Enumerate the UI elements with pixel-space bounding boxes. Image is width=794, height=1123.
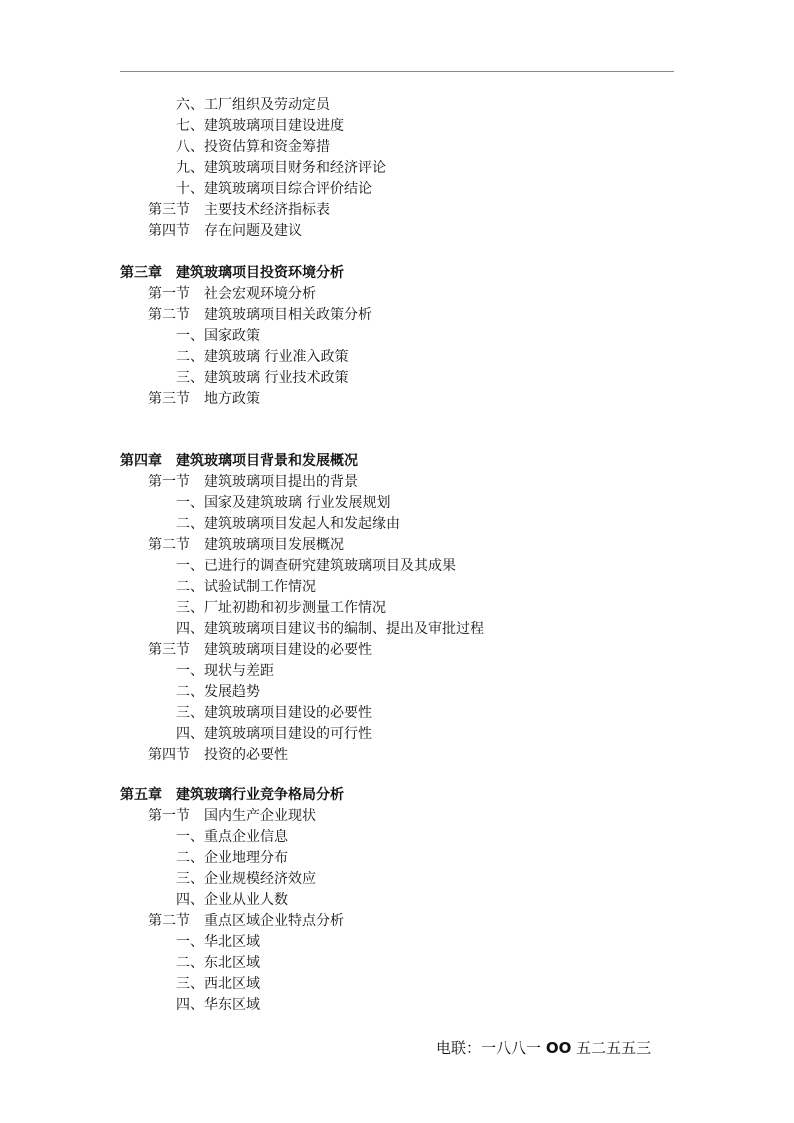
toc-item: 一、现状与差距 (176, 663, 274, 679)
header-rule (120, 71, 674, 72)
toc-item: 二、建筑玻璃项目发起人和发起缘由 (176, 516, 400, 532)
toc-section: 第三节 建筑玻璃项目建设的必要性 (148, 642, 372, 658)
toc-section: 第二节 重点区域企业特点分析 (148, 913, 344, 929)
toc-item: 四、企业从业人数 (176, 892, 288, 908)
toc-section: 第一节 建筑玻璃项目提出的背景 (148, 474, 358, 490)
toc-chapter: 第三章 建筑玻璃项目投资环境分析 (120, 265, 344, 281)
toc-section: 第一节 社会宏观环境分析 (148, 286, 316, 302)
toc-chapter: 第四章 建筑玻璃项目背景和发展概况 (120, 453, 358, 469)
contact-number-part2: 五二五五三 (576, 1039, 652, 1057)
toc-item: 三、建筑玻璃项目建设的必要性 (176, 705, 372, 721)
contact-number-part1: 一八八一 (481, 1039, 542, 1057)
toc-section: 第三节 地方政策 (148, 391, 260, 407)
toc-item: 三、企业规模经济效应 (176, 871, 316, 887)
toc-item: 二、发展趋势 (176, 684, 260, 700)
toc-item: 一、国家政策 (176, 328, 260, 344)
toc-item: 三、厂址初勘和初步测量工作情况 (176, 600, 386, 616)
toc-item: 八、投资估算和资金筹措 (176, 139, 330, 155)
toc-item: 四、建筑玻璃项目建设的可行性 (176, 726, 372, 742)
toc-item: 三、建筑玻璃 行业技术政策 (176, 370, 349, 386)
toc-item: 一、已进行的调查研究建筑玻璃项目及其成果 (176, 558, 456, 574)
toc-item: 四、华东区域 (176, 997, 260, 1013)
toc-item: 七、建筑玻璃项目建设进度 (176, 118, 344, 134)
toc-item: 三、西北区域 (176, 976, 260, 992)
toc-section: 第二节 建筑玻璃项目相关政策分析 (148, 307, 372, 323)
toc-item: 一、华北区域 (176, 934, 260, 950)
toc-item: 十、建筑玻璃项目综合评价结论 (176, 181, 372, 197)
toc-chapter: 第五章 建筑玻璃行业竞争格局分析 (120, 787, 344, 803)
toc-item: 二、试验试制工作情况 (176, 579, 316, 595)
toc-item: 六、工厂组织及劳动定员 (176, 97, 330, 113)
toc-item: 二、东北区域 (176, 955, 260, 971)
toc-section: 第四节 投资的必要性 (148, 747, 288, 763)
toc-section: 第四节 存在问题及建议 (148, 223, 302, 239)
toc-section: 第三节 主要技术经济指标表 (148, 202, 330, 218)
toc-item: 一、重点企业信息 (176, 829, 288, 845)
contact-number-bold: OO (545, 1039, 572, 1057)
toc-section: 第二节 建筑玻璃项目发展概况 (148, 537, 344, 553)
toc-item: 二、企业地理分布 (176, 850, 288, 866)
toc-item: 一、国家及建筑玻璃 行业发展规划 (176, 495, 391, 511)
toc-item: 四、建筑玻璃项目建议书的编制、提出及审批过程 (176, 621, 484, 637)
toc-item: 九、建筑玻璃项目财务和经济评论 (176, 160, 386, 176)
toc-section: 第一节 国内生产企业现状 (148, 808, 316, 824)
contact-label: 电联： (436, 1039, 482, 1057)
contact-footer (436, 1037, 651, 1059)
toc-item: 二、建筑玻璃 行业准入政策 (176, 349, 349, 365)
